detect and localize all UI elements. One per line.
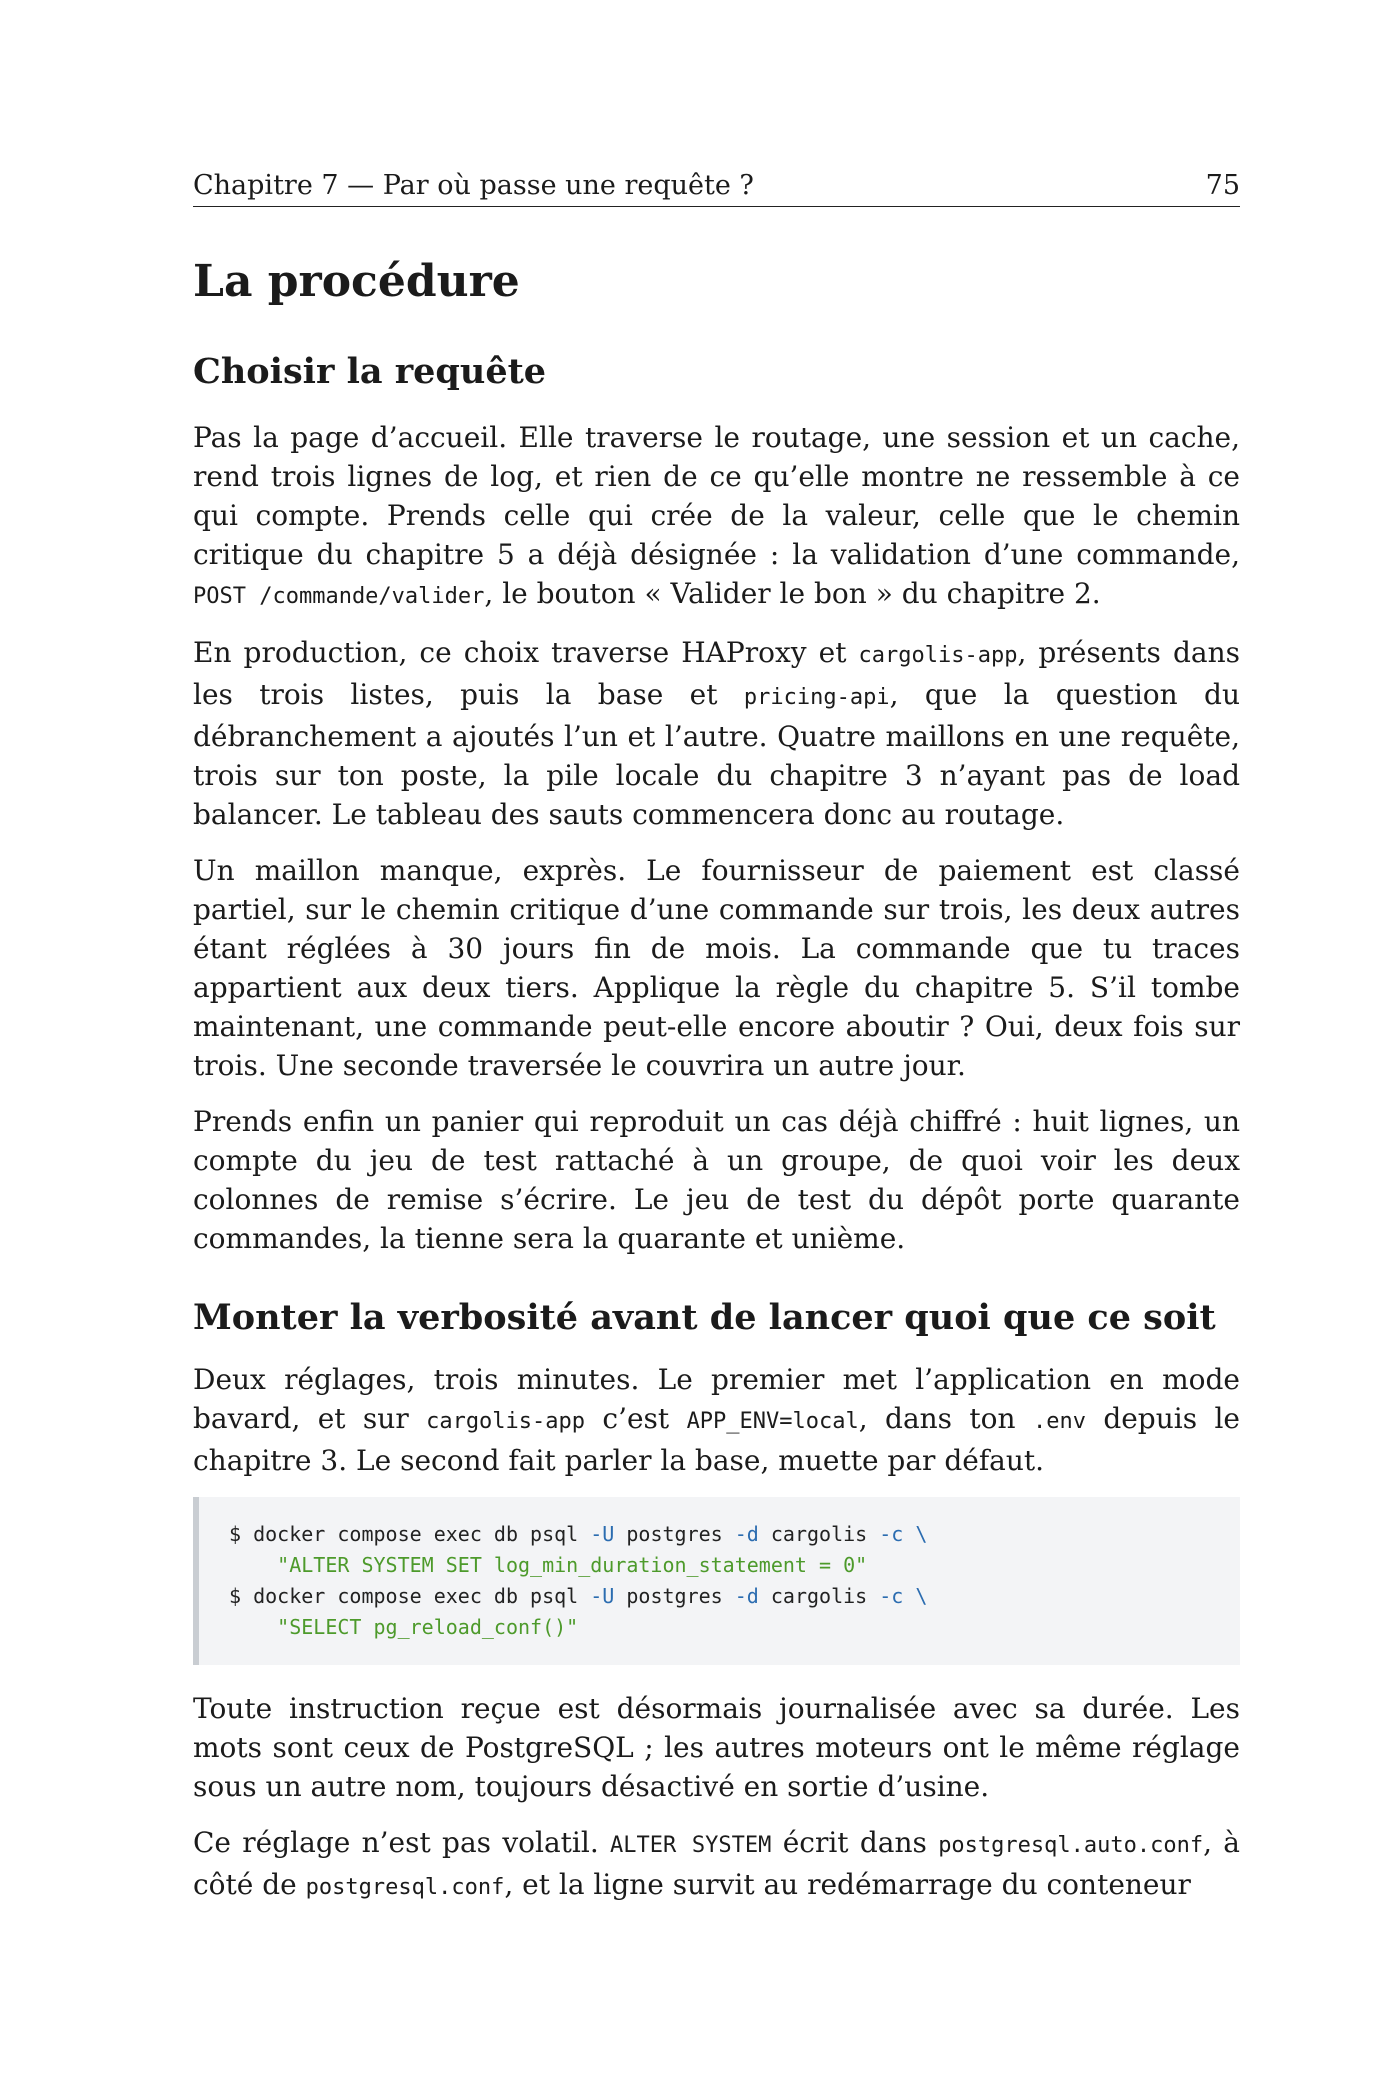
code-continuation: \ xyxy=(903,1522,928,1546)
text: En production, ce choix traverse HAProxy et xyxy=(193,636,859,669)
code-line xyxy=(229,1522,927,1546)
inline-code: postgresql.conf xyxy=(305,1875,505,1900)
text: Pas la page d’accueil. Elle traverse le routage, une session et un cache, rend trois lignes de log, et rien de ce qu’elle montre ne ressemble à ce qui compte. Prends celle qui crée de la valeur, celle que le chemin critique du chapitre 5 a déjà désignée : la validation d’une commande, xyxy=(193,421,1240,571)
code-text: postgres xyxy=(614,1522,735,1546)
text: Ce réglage n’est pas volatil. xyxy=(193,1826,611,1859)
inline-code: cargolis-app xyxy=(426,1409,586,1434)
paragraph xyxy=(193,1360,1240,1480)
text: , et la ligne survit au redémarrage du conteneur xyxy=(504,1868,1191,1901)
text: depuis le chapitre 3. Le second fait parler la base, muette par défaut. xyxy=(193,1402,1240,1477)
code-flag: -d xyxy=(734,1522,759,1546)
code-flag: -U xyxy=(590,1584,615,1608)
paragraph: Prends enfin un panier qui reproduit un cas déjà chiffré : huit lignes, un compte du jeu de test rattaché à un groupe, de quoi voir les deux colonnes de remise s’écrire. Le jeu de test du dépôt porte quarante commandes, la tienne sera la quarante et unième. xyxy=(193,1105,1240,1255)
text: écrit dans xyxy=(771,1826,939,1859)
code-flag: -c xyxy=(879,1584,904,1608)
code-text: cargolis xyxy=(758,1584,880,1608)
chapter-title: Chapitre 7 — Par où passe une requête ? xyxy=(193,170,754,201)
paragraph: Toute instruction reçue est désormais journalisée avec sa durée. Les mots sont ceux de PostgreSQL ; les autres moteurs ont le même réglage sous un autre nom, toujours désactivé en sortie d’usine. xyxy=(193,1692,1240,1803)
code-text: $ docker compose exec db psql xyxy=(229,1584,591,1608)
inline-code: APP_ENV=local xyxy=(686,1409,859,1434)
subsection-choose-request xyxy=(193,348,1240,1275)
inline-code: .env xyxy=(1032,1409,1086,1434)
code-block xyxy=(193,1497,1240,1665)
inline-code: postgresql.auto.conf xyxy=(938,1833,1204,1858)
inline-code: ALTER SYSTEM xyxy=(610,1833,772,1858)
text: c’est xyxy=(585,1402,687,1435)
section-title: La procédure xyxy=(193,256,520,307)
paragraph xyxy=(193,418,1240,616)
subsection-verbosity xyxy=(193,1294,1240,1924)
code-line xyxy=(229,1584,927,1608)
text: Deux réglages, trois minutes. Le premier met l’application en mode bavard, et sur xyxy=(193,1363,1240,1435)
text: , présents dans les trois listes, puis la base et xyxy=(193,636,1240,711)
code-text: $ docker compose exec db psql xyxy=(229,1522,591,1546)
text: , que la question du débranchement a ajoutés l’un et l’autre. Quatre maillons en une requête, trois sur ton poste, la pile locale du chapitre 3 n’ayant pas de load balancer. Le tableau des sauts commencera donc au routage. xyxy=(193,678,1240,831)
subsection-title: Choisir la requête xyxy=(193,351,547,392)
page-number: 75 xyxy=(1205,170,1240,201)
paragraph: Un maillon manque, exprès. Le fournisseur de paiement est classé partiel, sur le chemin critique d’une commande sur trois, les deux autres étant réglées à 30 jours fin de mois. La commande que tu traces appartient aux deux tiers. Applique la règle du chapitre 5. S’il tombe maintenant, une commande peut-elle encore aboutir ? Oui, deux fois sur trois. Une seconde traversée le couvrira un autre jour. xyxy=(193,854,1240,1082)
code-flag: -c xyxy=(879,1522,904,1546)
text: , dans ton xyxy=(858,1402,1033,1435)
inline-code: cargolis-app xyxy=(858,643,1018,668)
code-text: postgres xyxy=(614,1584,735,1608)
subsection-title: Monter la verbosité avant de lancer quoi que ce soit xyxy=(193,1297,1216,1338)
code-string: "ALTER SYSTEM SET log_min_duration_statement = 0" xyxy=(229,1553,868,1577)
text: , à côté de xyxy=(193,1826,1240,1901)
inline-code: POST /commande/valider xyxy=(193,584,485,609)
paragraph xyxy=(193,633,1240,834)
code-flag: -d xyxy=(734,1584,759,1608)
code-continuation: \ xyxy=(903,1584,928,1608)
code-string: "SELECT pg_reload_conf()" xyxy=(229,1615,579,1639)
inline-code: pricing-api xyxy=(743,685,890,710)
running-header xyxy=(193,166,1240,207)
code-text: cargolis xyxy=(758,1522,880,1546)
text: , le bouton « Valider le bon » du chapitre 2. xyxy=(484,577,1101,610)
code-flag: -U xyxy=(590,1522,615,1546)
paragraph xyxy=(193,1823,1240,1907)
